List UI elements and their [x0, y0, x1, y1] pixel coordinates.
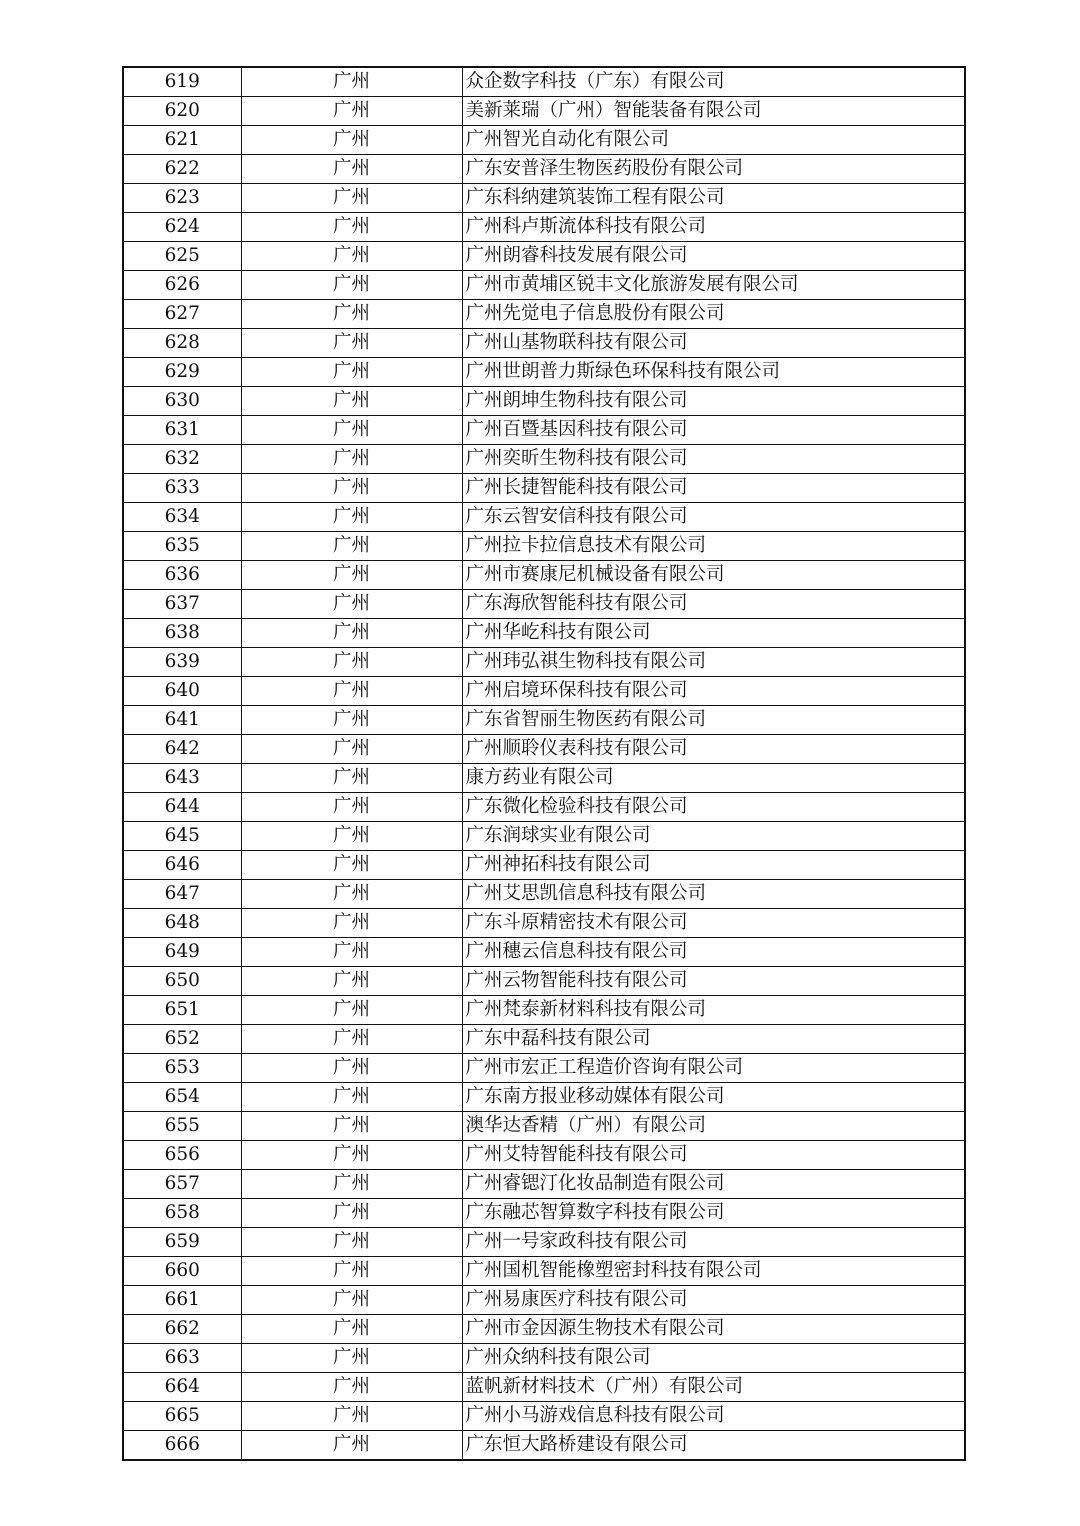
city-cell: 广州 — [241, 329, 462, 358]
city-cell: 广州 — [241, 67, 462, 97]
company-name-cell: 广东斗原精密技术有限公司 — [462, 909, 965, 938]
row-number-cell: 660 — [123, 1257, 241, 1286]
company-name-cell: 广州市黄埔区锐丰文化旅游发展有限公司 — [462, 271, 965, 300]
company-name-cell: 广东科纳建筑装饰工程有限公司 — [462, 184, 965, 213]
company-name-cell: 广州百暨基因科技有限公司 — [462, 416, 965, 445]
city-cell: 广州 — [241, 184, 462, 213]
city-cell: 广州 — [241, 1257, 462, 1286]
city-cell: 广州 — [241, 387, 462, 416]
city-cell: 广州 — [241, 561, 462, 590]
company-name-cell: 众企数字科技（广东）有限公司 — [462, 67, 965, 97]
city-cell: 广州 — [241, 1025, 462, 1054]
company-name-cell: 广州市金因源生物技术有限公司 — [462, 1315, 965, 1344]
row-number-cell: 627 — [123, 300, 241, 329]
row-number-cell: 632 — [123, 445, 241, 474]
row-number-cell: 657 — [123, 1170, 241, 1199]
table-row — [123, 97, 965, 126]
table-row — [123, 1315, 965, 1344]
city-cell: 广州 — [241, 909, 462, 938]
row-number-cell: 620 — [123, 97, 241, 126]
table-row — [123, 1083, 965, 1112]
company-name-cell: 广州睿锶汀化妆品制造有限公司 — [462, 1170, 965, 1199]
company-list-table — [122, 66, 966, 1461]
city-cell: 广州 — [241, 416, 462, 445]
city-cell: 广州 — [241, 764, 462, 793]
row-number-cell: 622 — [123, 155, 241, 184]
city-cell: 广州 — [241, 1083, 462, 1112]
row-number-cell: 631 — [123, 416, 241, 445]
company-name-cell: 广州市赛康尼机械设备有限公司 — [462, 561, 965, 590]
table-row — [123, 1257, 965, 1286]
company-name-cell: 广州朗睿科技发展有限公司 — [462, 242, 965, 271]
table-row — [123, 1431, 965, 1461]
table-row — [123, 387, 965, 416]
table-row — [123, 445, 965, 474]
row-number-cell: 636 — [123, 561, 241, 590]
table-row — [123, 677, 965, 706]
table-row — [123, 503, 965, 532]
city-cell: 广州 — [241, 532, 462, 561]
row-number-cell: 644 — [123, 793, 241, 822]
row-number-cell: 625 — [123, 242, 241, 271]
row-number-cell: 635 — [123, 532, 241, 561]
row-number-cell: 619 — [123, 67, 241, 97]
table-row — [123, 793, 965, 822]
company-name-cell: 广州梵泰新材料科技有限公司 — [462, 996, 965, 1025]
table-row — [123, 1402, 965, 1431]
city-cell: 广州 — [241, 1141, 462, 1170]
company-name-cell: 广州穗云信息科技有限公司 — [462, 938, 965, 967]
row-number-cell: 638 — [123, 619, 241, 648]
row-number-cell: 642 — [123, 735, 241, 764]
table-row — [123, 764, 965, 793]
row-number-cell: 633 — [123, 474, 241, 503]
company-name-cell: 广州艾思凯信息科技有限公司 — [462, 880, 965, 909]
city-cell: 广州 — [241, 735, 462, 764]
company-name-cell: 广东安普泽生物医药股份有限公司 — [462, 155, 965, 184]
company-name-cell: 广州启境环保科技有限公司 — [462, 677, 965, 706]
company-name-cell: 广州一号家政科技有限公司 — [462, 1228, 965, 1257]
city-cell: 广州 — [241, 822, 462, 851]
table-row — [123, 532, 965, 561]
city-cell: 广州 — [241, 648, 462, 677]
company-name-cell: 广州艾特智能科技有限公司 — [462, 1141, 965, 1170]
table-row — [123, 300, 965, 329]
city-cell: 广州 — [241, 1315, 462, 1344]
table-row — [123, 126, 965, 155]
table-row — [123, 1054, 965, 1083]
table-row — [123, 213, 965, 242]
company-name-cell: 广东南方报业移动媒体有限公司 — [462, 1083, 965, 1112]
table-row — [123, 67, 965, 97]
table-row — [123, 706, 965, 735]
row-number-cell: 649 — [123, 938, 241, 967]
row-number-cell: 654 — [123, 1083, 241, 1112]
company-name-cell: 广州华屹科技有限公司 — [462, 619, 965, 648]
company-name-cell: 广州市宏正工程造价咨询有限公司 — [462, 1054, 965, 1083]
table-row — [123, 561, 965, 590]
city-cell: 广州 — [241, 300, 462, 329]
table-row — [123, 1344, 965, 1373]
table-row — [123, 184, 965, 213]
table-row — [123, 648, 965, 677]
table-row — [123, 271, 965, 300]
company-name-cell: 广州先觉电子信息股份有限公司 — [462, 300, 965, 329]
table-row — [123, 967, 965, 996]
city-cell: 广州 — [241, 242, 462, 271]
company-name-cell: 广东微化检验科技有限公司 — [462, 793, 965, 822]
city-cell: 广州 — [241, 358, 462, 387]
company-name-cell: 广州易康医疗科技有限公司 — [462, 1286, 965, 1315]
table-row — [123, 1199, 965, 1228]
row-number-cell: 651 — [123, 996, 241, 1025]
table-row — [123, 909, 965, 938]
row-number-cell: 662 — [123, 1315, 241, 1344]
city-cell: 广州 — [241, 445, 462, 474]
city-cell: 广州 — [241, 938, 462, 967]
row-number-cell: 648 — [123, 909, 241, 938]
row-number-cell: 630 — [123, 387, 241, 416]
company-name-cell: 广州朗坤生物科技有限公司 — [462, 387, 965, 416]
row-number-cell: 664 — [123, 1373, 241, 1402]
company-name-cell: 广东省智丽生物医药有限公司 — [462, 706, 965, 735]
table-row — [123, 735, 965, 764]
row-number-cell: 628 — [123, 329, 241, 358]
company-name-cell: 广州长捷智能科技有限公司 — [462, 474, 965, 503]
company-name-cell: 广东中磊科技有限公司 — [462, 1025, 965, 1054]
company-name-cell: 广州拉卡拉信息技术有限公司 — [462, 532, 965, 561]
city-cell: 广州 — [241, 793, 462, 822]
city-cell: 广州 — [241, 1170, 462, 1199]
row-number-cell: 658 — [123, 1199, 241, 1228]
company-name-cell: 广东润球实业有限公司 — [462, 822, 965, 851]
row-number-cell: 640 — [123, 677, 241, 706]
row-number-cell: 663 — [123, 1344, 241, 1373]
row-number-cell: 643 — [123, 764, 241, 793]
company-name-cell: 广州奕昕生物科技有限公司 — [462, 445, 965, 474]
company-name-cell: 广州国机智能橡塑密封科技有限公司 — [462, 1257, 965, 1286]
row-number-cell: 623 — [123, 184, 241, 213]
company-name-cell: 蓝帆新材料技术（广州）有限公司 — [462, 1373, 965, 1402]
city-cell: 广州 — [241, 590, 462, 619]
company-name-cell: 广州云物智能科技有限公司 — [462, 967, 965, 996]
table-row — [123, 1228, 965, 1257]
city-cell: 广州 — [241, 880, 462, 909]
city-cell: 广州 — [241, 1373, 462, 1402]
table-row — [123, 1373, 965, 1402]
row-number-cell: 666 — [123, 1431, 241, 1461]
table-row — [123, 938, 965, 967]
table-row — [123, 358, 965, 387]
company-name-cell: 广州玮弘祺生物科技有限公司 — [462, 648, 965, 677]
row-number-cell: 652 — [123, 1025, 241, 1054]
row-number-cell: 637 — [123, 590, 241, 619]
city-cell: 广州 — [241, 967, 462, 996]
row-number-cell: 661 — [123, 1286, 241, 1315]
company-name-cell: 广州世朗普力斯绿色环保科技有限公司 — [462, 358, 965, 387]
city-cell: 广州 — [241, 1344, 462, 1373]
city-cell: 广州 — [241, 503, 462, 532]
company-name-cell: 美新莱瑞（广州）智能装备有限公司 — [462, 97, 965, 126]
company-name-cell: 广东恒大路桥建设有限公司 — [462, 1431, 965, 1461]
company-name-cell: 广州顺聆仪表科技有限公司 — [462, 735, 965, 764]
city-cell: 广州 — [241, 677, 462, 706]
table-row — [123, 416, 965, 445]
company-name-cell: 广东融芯智算数字科技有限公司 — [462, 1199, 965, 1228]
table-row — [123, 619, 965, 648]
row-number-cell: 621 — [123, 126, 241, 155]
city-cell: 广州 — [241, 1431, 462, 1461]
city-cell: 广州 — [241, 1228, 462, 1257]
table-row — [123, 155, 965, 184]
row-number-cell: 629 — [123, 358, 241, 387]
city-cell: 广州 — [241, 213, 462, 242]
table-row — [123, 242, 965, 271]
company-name-cell: 康方药业有限公司 — [462, 764, 965, 793]
row-number-cell: 624 — [123, 213, 241, 242]
table-body — [123, 67, 965, 1460]
city-cell: 广州 — [241, 1112, 462, 1141]
table-row — [123, 1025, 965, 1054]
city-cell: 广州 — [241, 474, 462, 503]
company-name-cell: 广州小马游戏信息科技有限公司 — [462, 1402, 965, 1431]
company-name-cell: 广东海欣智能科技有限公司 — [462, 590, 965, 619]
city-cell: 广州 — [241, 1054, 462, 1083]
row-number-cell: 646 — [123, 851, 241, 880]
table-row — [123, 1141, 965, 1170]
company-name-cell: 广州众纳科技有限公司 — [462, 1344, 965, 1373]
company-name-cell: 广州神拓科技有限公司 — [462, 851, 965, 880]
row-number-cell: 641 — [123, 706, 241, 735]
company-name-cell: 广州山基物联科技有限公司 — [462, 329, 965, 358]
table-row — [123, 851, 965, 880]
row-number-cell: 665 — [123, 1402, 241, 1431]
row-number-cell: 659 — [123, 1228, 241, 1257]
city-cell: 广州 — [241, 619, 462, 648]
table-row — [123, 1170, 965, 1199]
company-name-cell: 广州智光自动化有限公司 — [462, 126, 965, 155]
company-name-cell: 广州科卢斯流体科技有限公司 — [462, 213, 965, 242]
table-row — [123, 822, 965, 851]
row-number-cell: 639 — [123, 648, 241, 677]
city-cell: 广州 — [241, 706, 462, 735]
city-cell: 广州 — [241, 996, 462, 1025]
city-cell: 广州 — [241, 1199, 462, 1228]
row-number-cell: 656 — [123, 1141, 241, 1170]
city-cell: 广州 — [241, 155, 462, 184]
city-cell: 广州 — [241, 97, 462, 126]
table-row — [123, 590, 965, 619]
row-number-cell: 647 — [123, 880, 241, 909]
city-cell: 广州 — [241, 1286, 462, 1315]
row-number-cell: 626 — [123, 271, 241, 300]
table-row — [123, 474, 965, 503]
city-cell: 广州 — [241, 1402, 462, 1431]
city-cell: 广州 — [241, 271, 462, 300]
city-cell: 广州 — [241, 126, 462, 155]
company-name-cell: 澳华达香精（广州）有限公司 — [462, 1112, 965, 1141]
table-row — [123, 1112, 965, 1141]
row-number-cell: 653 — [123, 1054, 241, 1083]
row-number-cell: 634 — [123, 503, 241, 532]
table-row — [123, 996, 965, 1025]
city-cell: 广州 — [241, 851, 462, 880]
table-row — [123, 1286, 965, 1315]
company-name-cell: 广东云智安信科技有限公司 — [462, 503, 965, 532]
row-number-cell: 645 — [123, 822, 241, 851]
table-row — [123, 329, 965, 358]
row-number-cell: 655 — [123, 1112, 241, 1141]
row-number-cell: 650 — [123, 967, 241, 996]
table-row — [123, 880, 965, 909]
